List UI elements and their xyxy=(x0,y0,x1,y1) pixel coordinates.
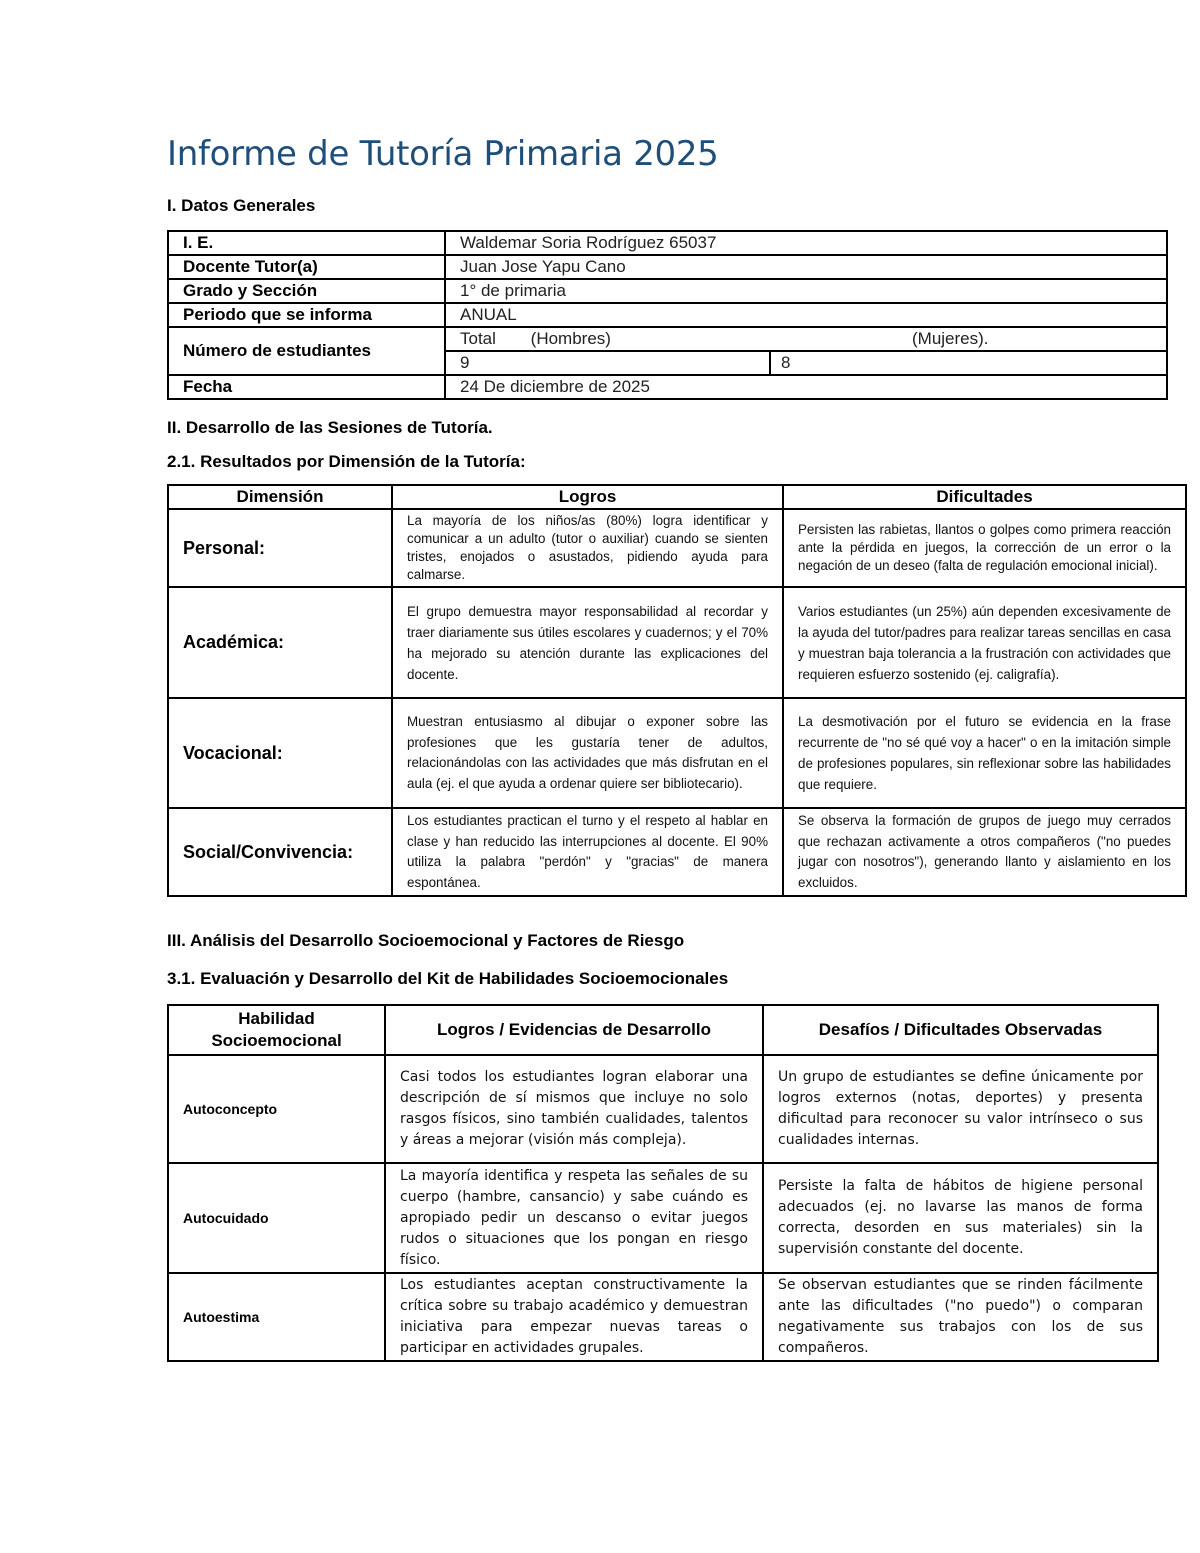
dimension-cell: Personal: xyxy=(168,509,392,587)
numero-header-mujeres: (Mujeres). xyxy=(912,329,989,348)
dimension-cell: Social/Convivencia: xyxy=(168,808,392,896)
logros-cell: El grupo demuestra mayor responsabilidad al recordar y traer diariamente sus útiles escolares y cuadernos; y el 70% ha mejorado su atención durante las explicaciones del docente. xyxy=(392,587,783,698)
dimension-cell: Académica: xyxy=(168,587,392,698)
table-row xyxy=(168,279,1167,303)
dificultades-cell: Persisten las rabietas, llantos o golpes como primera reacción ante la pérdida en juegos, la corrección de un error o la negación de un deseo (falta de regulación emocional inicial). xyxy=(783,509,1186,587)
logros-cell: La mayoría de los niños/as (80%) logra identificar y comunicar a un adulto (tutor o auxiliar) cuando se sienten tristes, enojados o asustados, pidiendo ayuda para calmarse. xyxy=(392,509,783,587)
numero-header xyxy=(445,327,1167,351)
skill-cell: Autocuidado xyxy=(168,1163,385,1273)
table-row xyxy=(168,1055,1158,1163)
general-data-table xyxy=(167,230,1168,400)
ie-value: Waldemar Soria Rodríguez 65037 xyxy=(445,231,1167,255)
table-row xyxy=(168,808,1186,896)
table-row xyxy=(168,327,1167,351)
dificultades-cell: La desmotivación por el futuro se evidencia en la frase recurrente de "no sé qué voy a hacer" o en la imitación simple de profesiones populares, sin reflexionar sobre las habilidades que requiere. xyxy=(783,698,1186,808)
column-header: Logros xyxy=(392,485,783,509)
section-3-heading: III. Análisis del Desarrollo Socioemocional y Factores de Riesgo xyxy=(167,931,685,950)
dimension-cell: Vocacional: xyxy=(168,698,392,808)
table-row xyxy=(168,231,1167,255)
docente-value: Juan Jose Yapu Cano xyxy=(445,255,1167,279)
docente-label: Docente Tutor(a) xyxy=(168,255,445,279)
column-header: Dificultades xyxy=(783,485,1186,509)
table-row xyxy=(168,375,1167,399)
logros-cell: Casi todos los estudiantes logran elaborar una descripción de sí mismos que incluye no solo rasgos físicos, sino también cualidades, talentos y áreas a mejorar (visión más compleja). xyxy=(385,1055,763,1163)
ie-label: I. E. xyxy=(168,231,445,255)
section-2-subheading: 2.1. Resultados por Dimensión de la Tutoría: xyxy=(167,452,526,471)
grado-value: 1° de primaria xyxy=(445,279,1167,303)
numero-header-hombres: (Hombres) xyxy=(530,329,611,348)
grado-label: Grado y Sección xyxy=(168,279,445,303)
document-title: Informe de Tutoría Primaria 2025 xyxy=(167,134,719,174)
logros-cell: Muestran entusiasmo al dibujar o exponer sobre las profesiones que les gustaría tener de adultos, relacionándolas con las actividades que más disfrutan en el aula (ej. el que ayuda a ordenar quiere ser bibliotecario). xyxy=(392,698,783,808)
numero-header-total: Total xyxy=(460,329,496,348)
logros-cell: Los estudiantes aceptan constructivamente la crítica sobre su trabajo académico y demuestran iniciativa para empezar nuevas tareas o participar en actividades grupales. xyxy=(385,1273,763,1361)
table-row xyxy=(168,255,1167,279)
table-header-row xyxy=(168,485,1186,509)
table-header-row xyxy=(168,1005,1158,1055)
table-row xyxy=(168,1163,1158,1273)
table-row xyxy=(168,303,1167,327)
numero-label: Número de estudiantes xyxy=(168,327,445,375)
skill-cell: Autoconcepto xyxy=(168,1055,385,1163)
logros-cell: La mayoría identifica y respeta las señales de su cuerpo (hambre, cansancio) y sabe cuándo es apropiado pedir un descanso o evitar juegos rudos o situaciones que los pongan en riesgo físico. xyxy=(385,1163,763,1273)
dificultades-cell: Varios estudiantes (un 25%) aún dependen excesivamente de la ayuda del tutor/padres para realizar tareas sencillas en casa y muestran baja tolerancia a la frustración con actividades que requieren esfuerzo sostenido (ej. caligrafía). xyxy=(783,587,1186,698)
numero-hombres-value: 9 xyxy=(445,351,770,375)
column-header: Habilidad Socioemocional xyxy=(168,1005,385,1055)
table-row xyxy=(168,1273,1158,1361)
column-header: Desafíos / Dificultades Observadas xyxy=(763,1005,1158,1055)
fecha-value: 24 De diciembre de 2025 xyxy=(445,375,1167,399)
skill-cell: Autoestima xyxy=(168,1273,385,1361)
numero-mujeres-value: 8 xyxy=(770,351,1167,375)
periodo-value: ANUAL xyxy=(445,303,1167,327)
dificultades-cell: Se observa la formación de grupos de juego muy cerrados que rechazan activamente a otros compañeros ("no puedes jugar con nosotros"), generando llanto y aislamiento en los excluidos. xyxy=(783,808,1186,896)
desafios-cell: Persiste la falta de hábitos de higiene personal adecuados (ej. no lavarse las manos de forma correcta, desorden en sus materiales) sin la supervisión constante del docente. xyxy=(763,1163,1158,1273)
section-3-subheading: 3.1. Evaluación y Desarrollo del Kit de Habilidades Socioemocionales xyxy=(167,969,729,988)
section-2-heading: II. Desarrollo de las Sesiones de Tutoría. xyxy=(167,418,493,437)
fecha-label: Fecha xyxy=(168,375,445,399)
logros-cell: Los estudiantes practican el turno y el respeto al hablar en clase y han reducido las interrupciones al docente. El 90% utiliza la palabra "perdón" y "gracias" de manera espontánea. xyxy=(392,808,783,896)
socioemotional-skills-table xyxy=(167,1004,1159,1362)
section-1-heading: I. Datos Generales xyxy=(167,196,316,215)
table-row xyxy=(168,698,1186,808)
table-row xyxy=(168,587,1186,698)
dimension-results-table xyxy=(167,484,1187,897)
desafios-cell: Un grupo de estudiantes se define únicamente por logros externos (notas, deportes) y presenta dificultad para reconocer su valor intrínseco o sus cualidades internas. xyxy=(763,1055,1158,1163)
periodo-label: Periodo que se informa xyxy=(168,303,445,327)
desafios-cell: Se observan estudiantes que se rinden fácilmente ante las dificultades ("no puedo") o comparan negativamente sus trabajos con los de sus compañeros. xyxy=(763,1273,1158,1361)
table-row xyxy=(168,509,1186,587)
column-header: Dimensión xyxy=(168,485,392,509)
column-header: Logros / Evidencias de Desarrollo xyxy=(385,1005,763,1055)
